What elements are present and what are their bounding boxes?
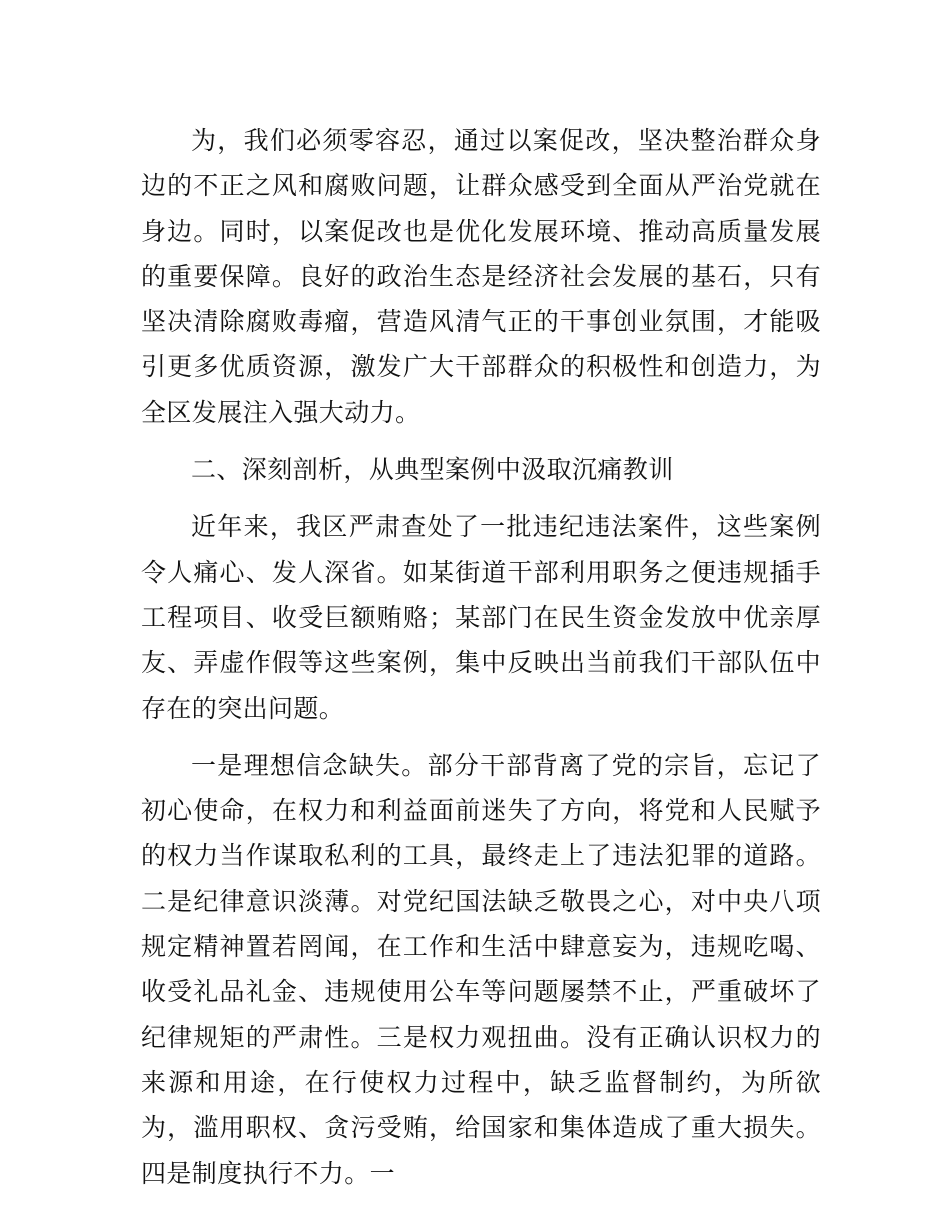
document-body xyxy=(141,118,821,1196)
section-heading-two: 二、深刻剖析，从典型案例中汲取沉痛教训 xyxy=(191,455,674,485)
paragraph-problem-analysis: 一是理想信念缺失。部分干部背离了党的宗旨，忘记了初心使命，在权力和利益面前迷失了方向，将党和人民赋予的权力当作谋取私利的工具，最终走上了违法犯罪的道路。二是纪律意识淡薄。对党纪国法缺乏敬畏之心，对中央八项规定精神置若罔闻，在工作和生活中肆意妄为，违规吃喝、收受礼品礼金、违规使用公车等问题屡禁不止，严重破坏了纪律规矩的严肃性。三是权力观扭曲。没有正确认识权力的来源和用途，在行使权力过程中，缺乏监督制约，为所欲为，滥用职权、贪污受贿，给国家和集体造成了重大损失。四是制度执行不力。一 xyxy=(141,750,821,1188)
paragraph-case-overview: 近年来，我区严肃查处了一批违纪违法案件，这些案例令人痛心、发人深省。如某街道干部利用职务之便违规插手工程项目、收受巨额贿赂；某部门在民生资金发放中优亲厚友、弄虚作假等这些案例，集中反映出当前我们干部队伍中存在的突出问题。 xyxy=(141,512,821,723)
paragraph-intro-continuation: 为，我们必须零容忍，通过以案促改，坚决整治群众身边的不正之风和腐败问题，让群众感受到全面从严治党就在身边。同时，以案促改也是优化发展环境、推动高质量发展的重要保障。良好的政治生态是经济社会发展的基石，只有坚决清除腐败毒瘤，营造风清气正的干事创业氛围，才能吸引更多优质资源，激发广大干部群众的积极性和创造力，为全区发展注入强大动力。 xyxy=(141,126,821,427)
